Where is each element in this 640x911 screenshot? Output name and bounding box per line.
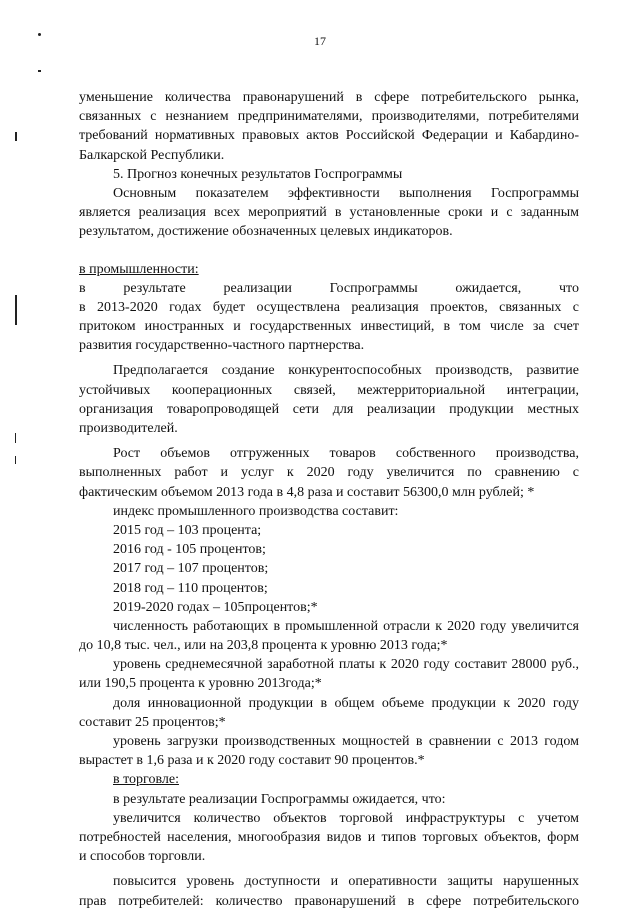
text-line: притоком иностранных и государственных инвестиций, в том числе за счет [79, 319, 579, 335]
paragraph [79, 184, 579, 242]
document-body [79, 88, 579, 911]
text-line: Балкарской Республики. [79, 147, 225, 163]
text-line: в промышленности: [79, 261, 199, 277]
text-line: численность работающих в промышленной отрасли к 2020 году увеличится [113, 618, 579, 634]
text-line: прав потребителей: количество правонарушений в сфере потребительского [79, 893, 579, 909]
text-line: Рост объемов отгруженных товаров собственного производства, [113, 446, 579, 462]
subheading-industry [79, 260, 579, 279]
text-line: требований нормативных правовых актов Российской Федерации и Кабардино- [79, 128, 579, 144]
paragraph [79, 279, 579, 356]
text-line: составит 25 процентов;* [79, 714, 226, 730]
text-line: 5. Прогноз конечных результатов Госпрограммы [113, 166, 403, 182]
text-line: увеличится количество объектов торговой инфраструктуры с учетом [113, 810, 579, 826]
scan-speck [38, 70, 41, 72]
text-line: устойчивых кооперационных связей, межтерриториальной интеграции, [79, 382, 579, 398]
text-line: Предполагается создание конкурентоспособных производств, развитие [113, 363, 579, 379]
text-line: доля инновационной продукции в общем объеме продукции к 2020 году [113, 695, 579, 711]
text-line: результатом, достижение обозначенных целевых индикаторов. [79, 224, 453, 240]
text-line: или 190,5 процента к уровню 2013года;* [79, 676, 322, 692]
text-line: уровень среднемесячной заработной платы к 2020 году составит 28000 руб., [113, 657, 579, 673]
text-line: в 2013-2020 годах будет осуществлена реализация проектов, связанных с [79, 299, 579, 315]
index-list [79, 502, 579, 617]
text-line: в торговле: [113, 772, 179, 788]
text-line: связанных с незнанием предпринимателями, производителями, потребителями [79, 109, 579, 125]
section-heading [79, 165, 579, 184]
list-item: 2019-2020 годах – 105процентов;* [113, 599, 318, 615]
text-line: уровень загрузки производственных мощностей в сравнении с 2013 годом [113, 734, 579, 749]
paragraph [79, 361, 579, 438]
text-line: развития государственно-частного партнерства. [79, 338, 365, 354]
text-line: повысится уровень доступности и оперативности защиты нарушенных [113, 874, 579, 890]
text-line: организация товаропроводящей сети для реализации продукции местных [79, 401, 579, 417]
list-item: 2018 год – 110 процентов; [113, 580, 268, 596]
text-line: в результате реализации Госпрограммы ожидается, что [79, 280, 579, 296]
text-line: уменьшение количества правонарушений в сфере потребительского рынка, [79, 90, 579, 105]
paragraph [79, 809, 579, 867]
text-line: фактическим объемом 2013 года в 4,8 раза и составит 56300,0 млн рублей; * [79, 484, 535, 500]
subheading-trade [79, 770, 579, 789]
text-line: выполненных работ и услуг к 2020 году увеличится по сравнению с [79, 465, 579, 481]
binding-mark [15, 132, 17, 141]
paragraph [79, 790, 579, 809]
text-line: производителей. [79, 421, 178, 436]
page-number: 17 [314, 34, 326, 48]
paragraph [79, 444, 579, 502]
list-item: 2015 год – 103 процента; [113, 522, 262, 538]
text-line: вырастет в 1,6 раза и к 2020 году составит 90 процентов.* [79, 753, 425, 769]
list-item: индекс промышленного производства составит: [113, 503, 399, 519]
paragraph [79, 694, 579, 732]
paragraph [79, 655, 579, 693]
list-item: 2016 год - 105 процентов; [113, 542, 266, 558]
text-line: до 10,8 тыс. чел., или на 203,8 процента к уровню 2013 года;* [79, 638, 448, 654]
paragraph [79, 617, 579, 655]
binding-mark [15, 295, 17, 325]
paragraph [79, 88, 579, 165]
paragraph [79, 732, 579, 770]
text-line: является реализация всех мероприятий в установленные сроки и с заданным [79, 205, 579, 221]
binding-mark [15, 456, 16, 464]
text-line: потребностей населения, многообразия видов и типов торговых объектов, форм [79, 829, 579, 845]
text-line: в результате реализации Госпрограммы ожидается, что: [113, 791, 446, 807]
text-line: и способов торговли. [79, 849, 206, 865]
binding-mark [15, 433, 16, 443]
text-line: Основным показателем эффективности выполнения Госпрограммы [113, 185, 579, 201]
list-item: 2017 год – 107 процентов; [113, 561, 269, 577]
